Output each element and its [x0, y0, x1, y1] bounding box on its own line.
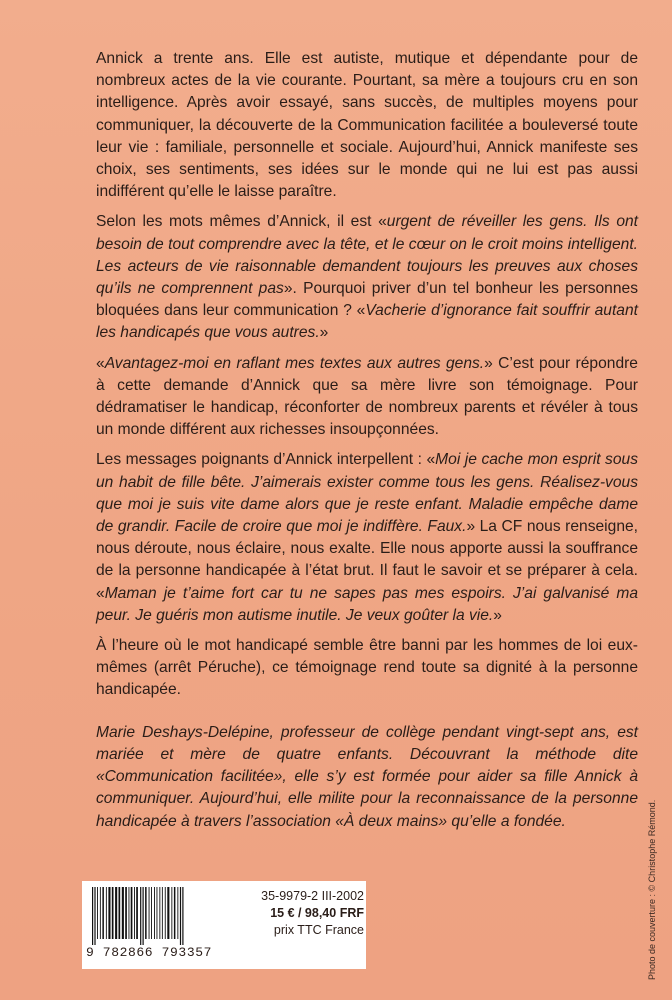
- barcode-bar: [131, 887, 133, 939]
- barcode-icon: [88, 887, 238, 945]
- quote-segment: urgent de réveiller les gens. Ils ont besoin de tout comprendre avec la tête, et le cœur on le croit moins intelligent. Les acteurs de vie raisonnable demandent toujours les preuves aux choses qu’ils ne comprennent pas: [96, 213, 638, 298]
- paragraph-1: [96, 48, 638, 203]
- text-segment: » La CF nous renseigne, nous déroute, nous éclaire, nous exalte. Elle nous apporte aussi la souffrance de la personne handicapée à l’état brut. Il faut le savoir et se préparer à cela. «: [96, 518, 638, 602]
- paragraph-2: [96, 211, 638, 344]
- barcode-bar: [159, 887, 160, 939]
- quote-segment: Moi je cache mon esprit sous un habit de fille bête. J’aimerais exister comme tous les gens. Réalisez-vous que moi je suis vite dame alors que je reste enfant. Maladie empêche dame de grandir. Facile de croire que moi je indiffère. Faux.: [96, 451, 638, 536]
- barcode-bar: [165, 887, 166, 939]
- barcode-bar: [162, 887, 163, 939]
- price-info: [250, 888, 364, 939]
- barcode-bar: [108, 887, 110, 939]
- quote-segment: Maman je t’aime fort car tu ne sapes pas mes espoirs. J’ai galvanisé ma peur. Je guéris mon autisme inutile. Je veux goûter la vie.: [96, 584, 638, 624]
- quote-segment: Avantagez-moi en raflant mes textes aux autres gens.: [104, 354, 485, 372]
- blurb-text: [96, 48, 638, 841]
- text-segment: Selon les mots mêmes d’Annick, il est «: [96, 213, 387, 231]
- isbn-digits: 9 782866 793357: [86, 945, 213, 960]
- text-segment: ». Pourquoi priver d’un tel bonheur les personnes bloquées dans leur communication ? «: [96, 280, 638, 320]
- barcode-bar: [94, 887, 95, 945]
- barcode-bar: [174, 887, 176, 939]
- price-note: prix TTC France: [273, 923, 364, 937]
- paragraph-3: [96, 353, 638, 442]
- barcode-bar: [171, 887, 172, 939]
- barcode-bar: [119, 887, 121, 939]
- barcode-bar: [180, 887, 181, 945]
- text-segment: » C’est pour répondre à cette demande d’Annick que sa mère livre son témoignage. Pour dédramatiser le handicap, réconforter de nombreux parents et révéler à tous un monde différent aux richesses insoupçonnées.: [96, 354, 638, 439]
- barcode-bar: [140, 887, 141, 945]
- text-segment: «: [96, 354, 105, 372]
- barcode-bar: [151, 887, 152, 939]
- barcode-bar: [92, 887, 93, 945]
- paragraph-5: [96, 635, 638, 702]
- barcode-bar: [143, 887, 144, 945]
- barcode-panel: [82, 881, 366, 969]
- text-segment: »: [493, 606, 502, 624]
- code-line: 35-9979-2 III-2002: [261, 889, 364, 903]
- price-line: 15 € / 98,40 FRF: [270, 906, 364, 920]
- photo-credit: Photo de couverture : © Christophe Rémond.: [647, 799, 657, 980]
- barcode-bar: [182, 887, 183, 945]
- barcode-bar: [177, 887, 178, 939]
- author-bio: Marie Deshays-Delépine, professeur de collège pendant vingt-sept ans, est mariée et mère de quatre enfants. Découvrant la méthode dite «Communication facilitée», elle s’y est formée pour aider sa fille Annick à communiquer. Aujourd’hui, elle milite pour la reconnaissance de la personne handicapée à travers l’association «À deux mains» qu’elle a fondée.: [96, 723, 638, 830]
- barcode-bar: [149, 887, 150, 939]
- barcode-bar: [145, 887, 147, 939]
- text-segment: Les messages poignants d’Annick interpellent : «: [96, 451, 436, 469]
- barcode-bar: [102, 887, 104, 939]
- text-segment: Annick a trente ans. Elle est autiste, mutique et dépendante pour de nombreux actes de la vie courante. Pourtant, sa mère a toujours cru en son intelligence. Après avoir essayé, sans succès, de multiples moyens pour communiquer, la découverte de la Communication facilitée a bouleversé toute leur vie : familiale, personnelle et sociale. Aujourd’hui, Annick manifeste ses choix, ses sentiments, ses idées sur le monde qui ne lui est pas aussi indifférent qu’elle le laisse paraître.: [96, 50, 638, 201]
- text-segment: »: [319, 324, 329, 342]
- quote-segment: Vacherie d’ignorance fait souffrir autant les handicapés que vous autres.: [96, 302, 638, 342]
- barcode-bar: [167, 887, 169, 939]
- barcode-bar: [157, 887, 158, 939]
- barcode-bar: [129, 887, 130, 939]
- barcode-bar: [134, 887, 135, 939]
- barcode-bar: [112, 887, 114, 939]
- barcode-bar: [125, 887, 127, 939]
- barcode-bar: [100, 887, 101, 939]
- text-segment: À l’heure où le mot handicapé semble être banni par les hommes de loi eux-mêmes (arrêt Péruche), ce témoignage rend toute sa dignité à la personne handicapée.: [96, 637, 638, 699]
- barcode-bar: [106, 887, 107, 939]
- barcode-bar: [115, 887, 117, 939]
- paragraph-4: [96, 449, 638, 627]
- barcode-bar: [154, 887, 155, 939]
- barcode-bar: [122, 887, 124, 939]
- barcode-bar: [136, 887, 138, 939]
- barcode-bar: [97, 887, 98, 939]
